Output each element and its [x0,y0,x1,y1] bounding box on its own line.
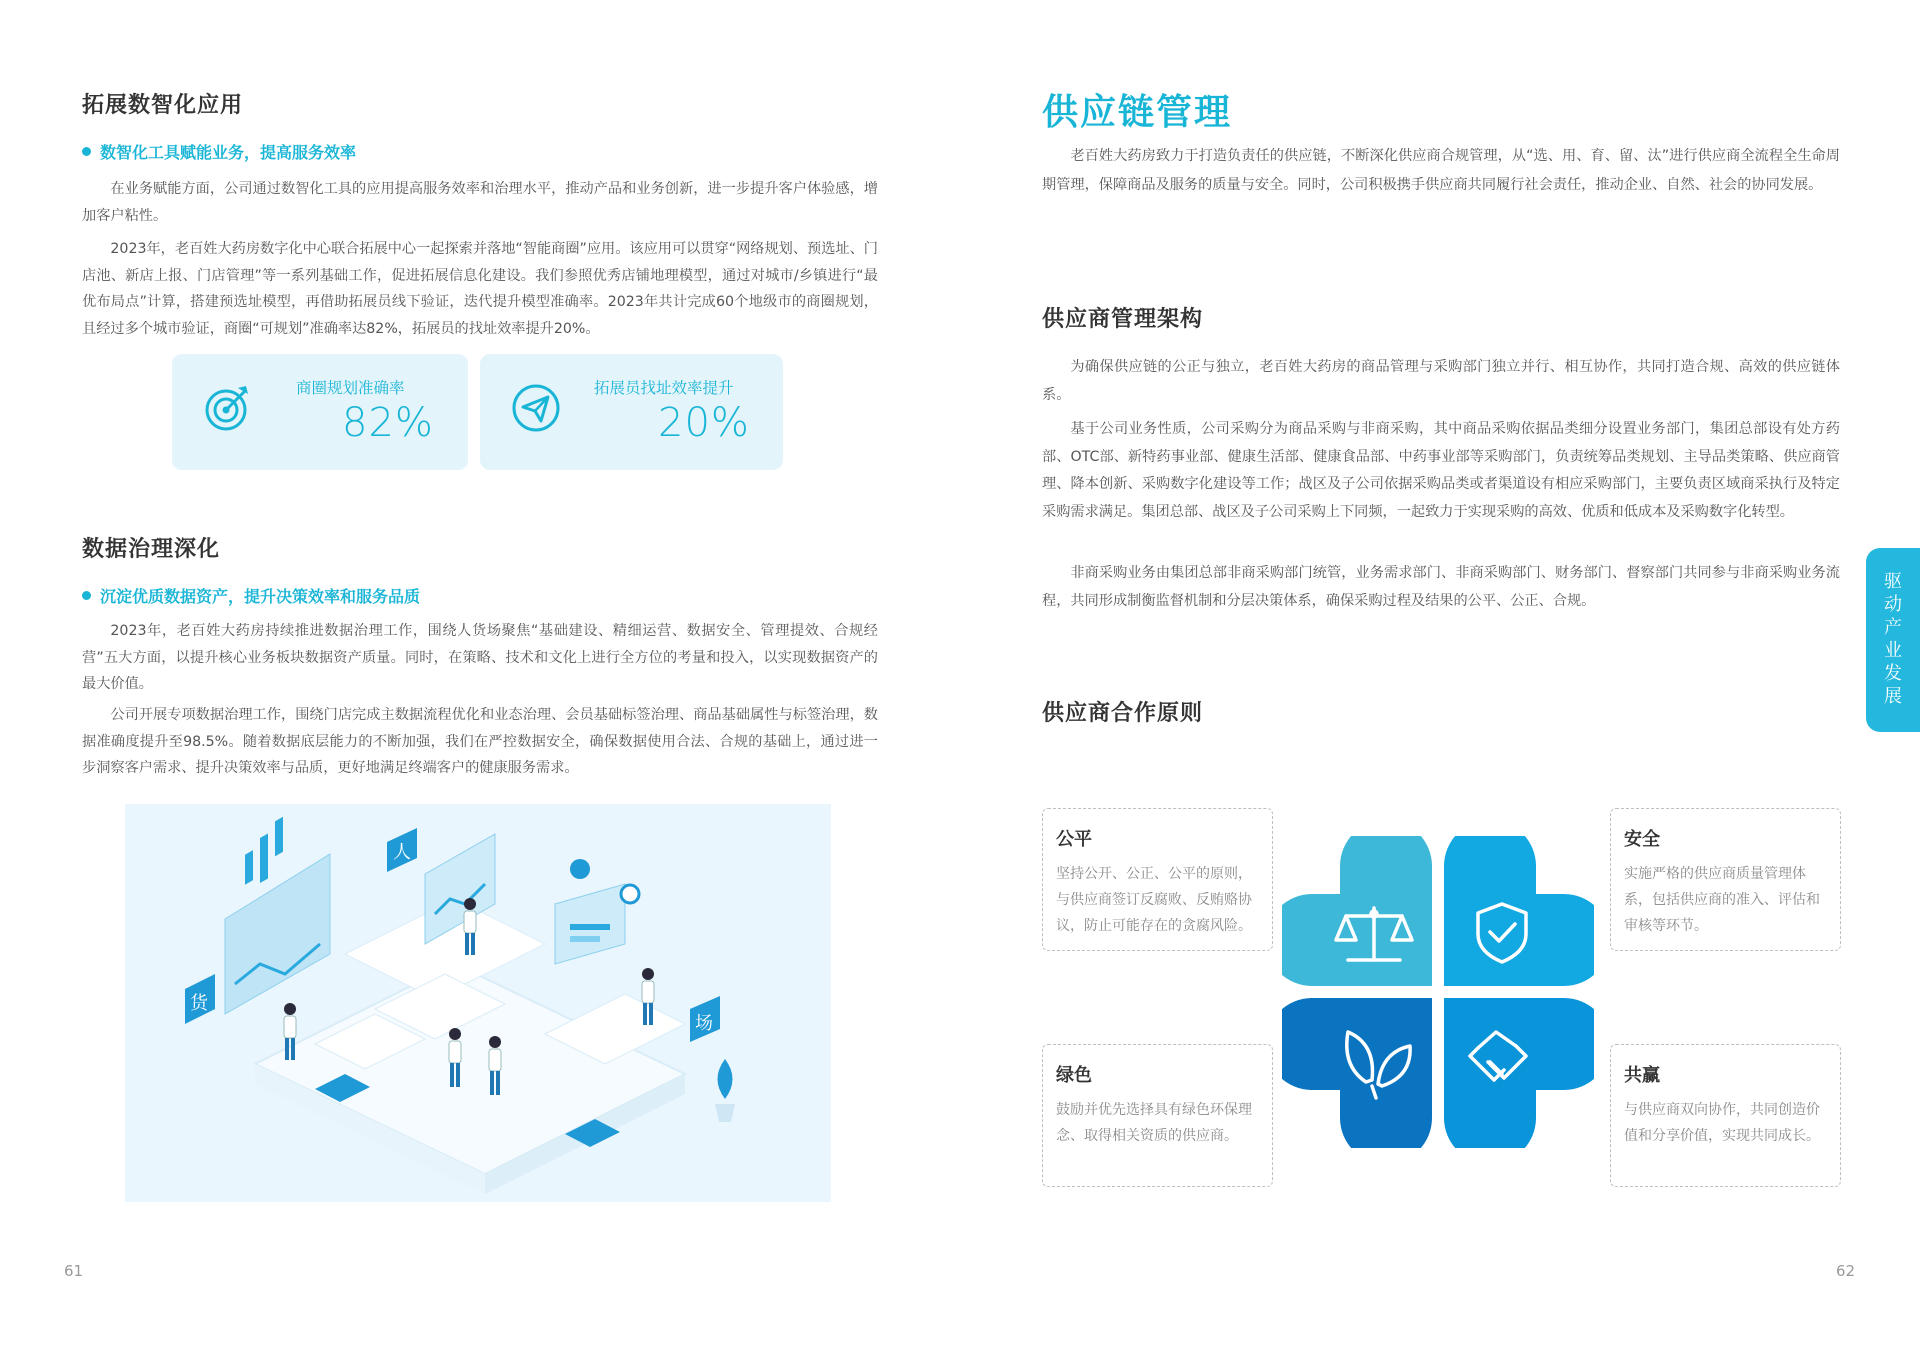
side-tab-char: 展 [1884,686,1902,707]
principle-body: 鼓励并优先选择具有绿色环保理念、取得相关资质的供应商。 [1056,1102,1252,1144]
bullet-dot-icon [82,591,91,600]
principle-box-fairness [1042,808,1273,951]
paragraph: 公司开展专项数据治理工作，围绕门店完成主数据流程优化和业态治理、会员基础标签治理、商品基础属性与标签治理，数据准确度提升至98.5%。随着数据底层能力的不断加强，我们在严控数据安全，确保数据使用合法、合规的基础上，通过进一步洞察客户需求、提升决策效率与品质，更好地满足终端客户的健康服务需求。 [82,707,878,776]
huo-text: 货 [190,993,208,1014]
paragraph: 非商采购业务由集团总部非商采购部门统管，业务需求部门、非商采购部门、财务部门、督察部门共同参与非商采购业务流程，共同形成制衡监督机制和分层决策体系，确保采购过程及结果的公平、公正、合规。 [1042,565,1840,609]
clover-petal-fairness [1282,836,1432,986]
huo-label [185,974,215,1024]
isometric-scene-image [125,804,831,1202]
principle-title: 安全 [1624,829,1660,850]
principle-box-safety [1610,808,1841,951]
principle-title: 绿色 [1056,1065,1092,1086]
side-tab-char: 动 [1884,594,1902,615]
principle-box-winwin [1610,1044,1841,1187]
section-heading-framework: 供应商管理架构 [1042,307,1204,332]
principle-body: 实施严格的供应商质量管理体系，包括供应商的准入、评估和审核等环节。 [1624,866,1820,934]
stat-card-efficiency [480,354,783,470]
page-title: 供应链管理 [1042,92,1233,133]
paragraph: 基于公司业务性质，公司采购分为商品采购与非商采购，其中商品采购依据品类细分设置业务部门，集团总部设有处方药部、OTC部、新特药事业部、健康生活部、健康食品部、中药事业部等采购部门，负责统筹品类规划、主导品类策略、供应商管理、降本创新、采购数字化建设等工作；战区及子公司依据采购品类或者渠道设有相应采购部门，主要负责区域商采执行及特定采购需求满足。集团总部、战区及子公司采购上下同频，一起致力于实现采购的高效、优质和低成本及采购数字化转型。 [1042,421,1840,520]
stat-label: 商圈规划准确率 [296,379,405,397]
principle-title: 公平 [1056,829,1092,850]
stat-value: 20% [658,400,750,446]
intro-paragraph: 老百姓大药房致力于打造负责任的供应链，不断深化供应商合规管理，从“选、用、育、留、汰”进行供应商全流程全生命周期管理，保障商品及服务的质量与安全。同时，公司积极携手供应商共同履行社会责任，推动企业、自然、社会的协同发展。 [1042,148,1840,193]
stat-value: 82% [342,400,434,446]
section-heading-data-governance: 数据治理深化 [82,537,221,562]
paragraph: 在业务赋能方面，公司通过数智化工具的应用提高服务效率和治理水平，推动产品和业务创新，进一步提升客户体验感，增加客户粘性。 [82,181,878,224]
ren-label [387,828,417,872]
section-heading-digital-apps: 拓展数智化应用 [82,93,244,118]
page-number: 61 [64,1262,84,1280]
section-heading-principles: 供应商合作原则 [1042,701,1204,726]
chang-label [690,996,720,1042]
ren-text: 人 [393,842,411,863]
paper-plane-icon [510,382,562,434]
principle-body: 坚持公开、公正、公平的原则，与供应商签订反腐败、反贿赂协议，防止可能存在的贪腐风险。 [1056,866,1252,934]
page-number: 62 [1836,1262,1856,1280]
side-tab-char: 驱 [1884,571,1902,592]
subheading-text: 沉淀优质数据资产，提升决策效率和服务品质 [100,587,421,606]
stat-label: 拓展员找址效率提升 [594,379,734,397]
paragraph: 2023年，老百姓大药房持续推进数据治理工作，围绕人货场聚焦“基础建设、精细运营、数据安全、管理提效、合规经营”五大方面，以提升核心业务板块数据资产质量。同时，在策略、技术和文化上进行全方位的考量和投入，以实现数据资产的最大价值。 [82,623,878,692]
petal-bottom-right [1444,998,1594,1148]
clover-petal-winwin [1444,998,1594,1148]
side-tab-char: 产 [1884,617,1902,638]
chang-text: 场 [695,1013,713,1034]
subheading-data-assets [82,584,420,607]
principle-body: 与供应商双向协作，共同创造价值和分享价值，实现共同成长。 [1624,1102,1820,1144]
paragraph: 2023年，老百姓大药房数字化中心联合拓展中心一起探索并落地“智能商圈”应用。该应用可以贯穿“网络规划、预选址、门店池、新店上报、门店管理”等一系列基础工作，促进拓展信息化建设。我们参照优秀店铺地理模型，通过对城市/乡镇进行“最优布局点”计算，搭建预选址模型，再借助拓展员线下验证，迭代提升模型准确率。2023年共计完成60个地级市的商圈规划，且经过多个城市验证，商圈“可规划”准确率达82%，拓展员的找址效率提升20%。 [82,241,878,337]
principle-title: 共赢 [1624,1065,1660,1086]
chapter-side-tab[interactable] [1866,548,1920,732]
target-arrow-icon [202,382,254,434]
data-governance-illustration [125,804,831,1202]
petal-top-left [1282,836,1432,986]
right-page [960,0,1920,1357]
principles-clover-graphic [1282,836,1594,1148]
stat-card-accuracy [172,354,468,470]
principle-box-green [1042,1044,1273,1187]
subheading-digital-tools [82,140,356,163]
side-tab-char: 发 [1884,663,1902,684]
subheading-text: 数智化工具赋能业务，提高服务效率 [100,143,357,162]
side-tab-char: 业 [1884,640,1902,661]
paragraph: 为确保供应链的公正与独立，老百姓大药房的商品管理与采购部门独立并行、相互协作，共同打造合规、高效的供应链体系。 [1042,359,1840,403]
bullet-dot-icon [82,147,91,156]
